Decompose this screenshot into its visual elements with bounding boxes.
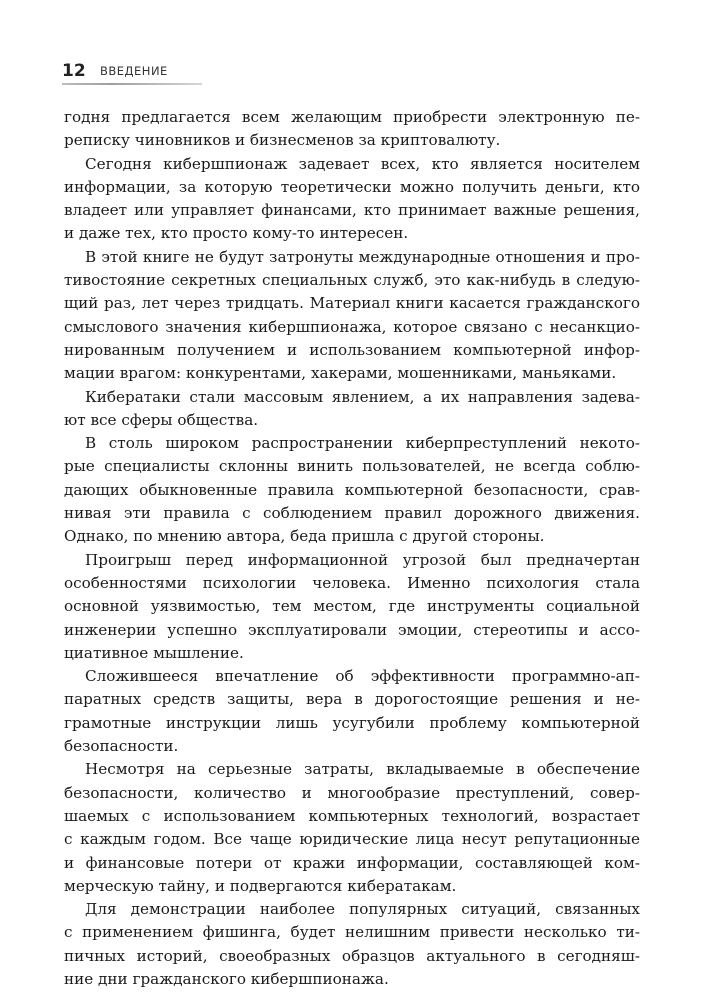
text-line: мации врагом: конкурентами, хакерами, мошенниками, маньяками. [64, 364, 617, 383]
text-line: рые специалисты склонны винить пользователей, не всегда соблю- [64, 457, 640, 476]
text-line: и финансовые потери от кражи информации, составляющей ком- [64, 853, 640, 872]
paragraph [64, 153, 640, 246]
page-number: 12 [62, 61, 86, 81]
text-line: циативное мышление. [64, 643, 244, 662]
text-line: безопасности. [64, 737, 179, 756]
paragraph-continuation [64, 106, 640, 153]
text-line: владеет или управляет финансами, кто принимает важные решения, [64, 201, 640, 220]
paragraph [64, 665, 640, 758]
paragraph [64, 898, 640, 991]
paragraph [64, 246, 640, 386]
text-line: безопасности, количество и многообразие преступлений, совер- [64, 783, 640, 802]
text-line: с применением фишинга, будет нелишним привести несколько ти- [64, 923, 640, 942]
text-line: мерческую тайну, и подвергаются кибератакам. [64, 876, 457, 895]
text-line: шаемых с использованием компьютерных технологий, возрастает [64, 806, 640, 825]
text-line: инженерии успешно эксплуатировали эмоции, стереотипы и ассо- [64, 620, 640, 639]
text-line: реписку чиновников и бизнесменов за криптовалюту. [64, 131, 501, 150]
text-line: дающих обыкновенные правила компьютерной безопасности, срав- [64, 480, 640, 499]
paragraph [64, 758, 640, 898]
text-line: Сегодня кибершпионаж задевает всех, кто является носителем [85, 154, 640, 173]
text-line: нивая эти правила с соблюдением правил дорожного движения. [64, 504, 640, 523]
text-line: информации, за которую теоретически можно получить деньги, кто [64, 177, 640, 196]
text-line: Несмотря на серьезные затраты, вкладываемые в обеспечение [85, 760, 640, 779]
text-line: основной уязвимостью, тем местом, где инструменты социальной [64, 597, 640, 616]
text-line: тивостояние секретных специальных служб, это как-нибудь в следую- [64, 271, 640, 290]
text-line: нированным получением и использованием компьютерной инфор- [64, 340, 640, 359]
text-line: особенностями психологии человека. Именно психология стала [64, 573, 640, 592]
text-line: ют все сферы общества. [64, 410, 259, 429]
text-line: смыслового значения кибершпионажа, которое связано с несанкцио- [64, 317, 640, 336]
paragraph [64, 432, 640, 548]
text-line: годня предлагается всем желающим приобрести электронную пе- [64, 108, 640, 126]
text-line: грамотные инструкции лишь усугубили проблему компьютерной [64, 713, 640, 732]
text-line: Сложившееся впечатление об эффективности программно-ап- [85, 667, 640, 686]
text-line: В этой книге не будут затронуты международные отношения и про- [85, 247, 640, 266]
text-line: с каждым годом. Все чаще юридические лица несут репутационные [64, 830, 640, 849]
header-rule [62, 83, 202, 85]
body-text [64, 106, 640, 991]
text-line: Проигрыш перед информационной угрозой был предначертан [85, 550, 640, 569]
paragraph [64, 386, 640, 433]
text-line: Однако, по мнению автора, беда пришла с другой стороны. [64, 527, 545, 546]
paragraph [64, 549, 640, 665]
section-title: ВВЕДЕНИЕ [100, 64, 168, 78]
text-line: пичных историй, своеобразных образцов актуального в сегодняш- [64, 946, 640, 965]
running-head [62, 60, 212, 86]
text-line: паратных средств защиты, вера в дорогостоящие решения и не- [64, 690, 640, 709]
text-line: Кибератаки стали массовым явлением, а их направления задева- [85, 387, 640, 406]
text-line: и даже тех, кто просто кому-то интересен. [64, 224, 409, 243]
text-line: щий раз, лет через тридцать. Материал книги касается гражданского [64, 294, 640, 313]
text-line: В столь широком распространении киберпреступлений некото- [85, 434, 640, 453]
text-line: ние дни гражданского кибершпионажа. [64, 969, 389, 988]
text-line: Для демонстрации наиболее популярных ситуаций, связанных [85, 900, 640, 919]
